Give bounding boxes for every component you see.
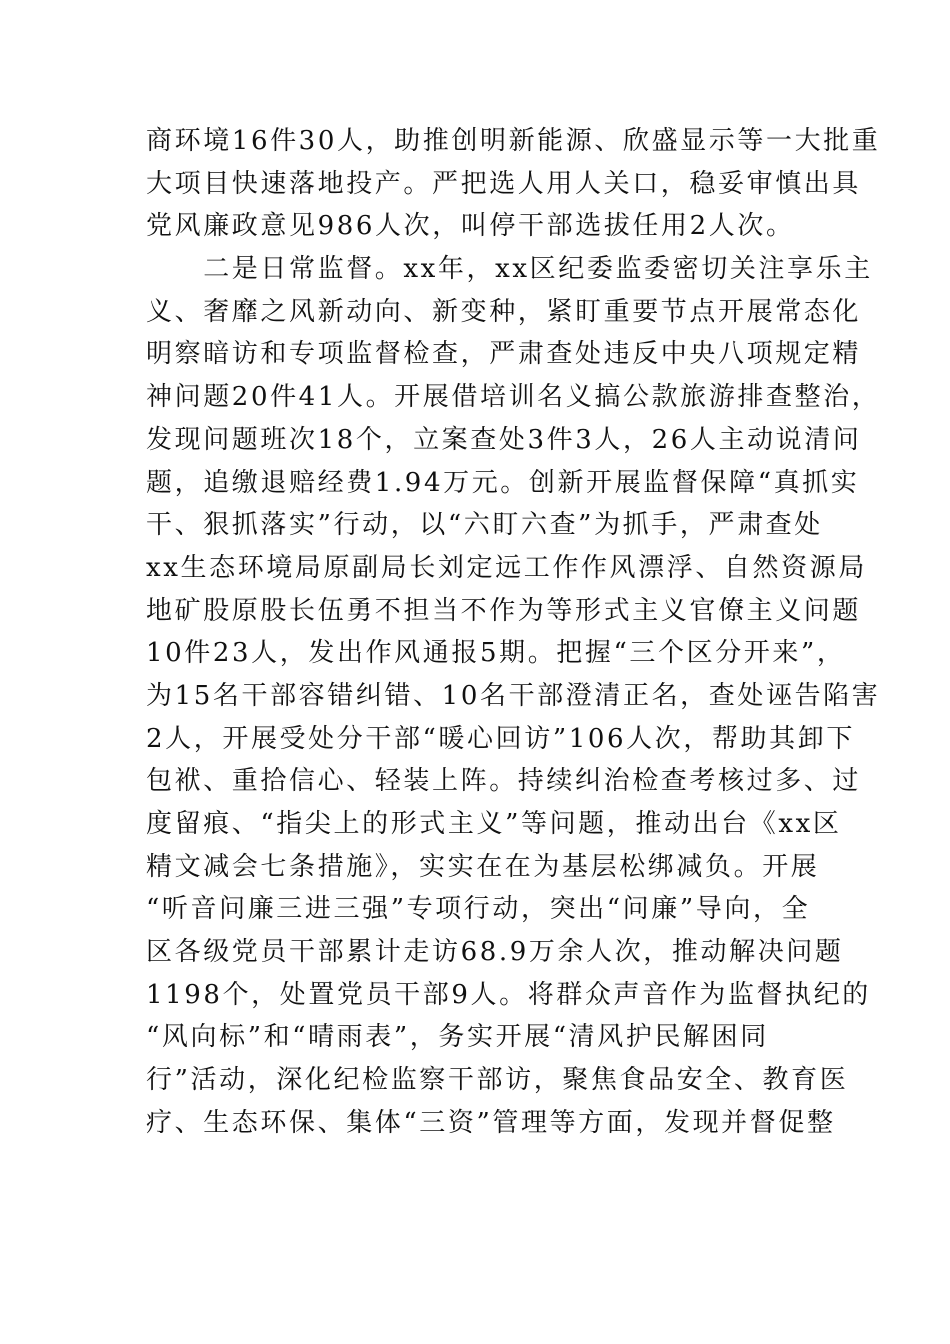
text-line: 2人，开展受处分干部“暖心回访”106人次，帮助其卸下 xyxy=(146,723,855,754)
text-line: 大项目快速落地投产。严把选人用人关口，稳妥审慎出具 xyxy=(146,168,862,199)
body-text xyxy=(146,120,881,1145)
text-line: 区各级党员干部累计走访68.9万余人次，推动解决问题 xyxy=(146,937,844,968)
text-line: 神问题20件41人。开展借培训名义搞公款旅游排查整治， xyxy=(146,382,881,413)
text-line: 精文减会七条措施》，实实在在为基层松绑减负。开展 xyxy=(146,851,820,882)
text-line: 商环境16件30人，助推创明新能源、欣盛显示等一大批重 xyxy=(146,126,881,156)
text-line: “听音问廉三进三强”专项行动，突出“问廉”导向，全 xyxy=(146,894,811,925)
text-line: 度留痕、“指尖上的形式主义”等问题，推动出台《xx区 xyxy=(146,809,842,839)
text-line: 义、奢靡之风新动向、新变种，紧盯重要节点开展常态化 xyxy=(146,296,862,327)
text-line: “风向标”和“晴雨表”，务实开展“清风护民解困同 xyxy=(146,1022,769,1053)
text-line: 题，追缴退赔经费1.94万元。创新开展监督保障“真抓实 xyxy=(146,467,860,498)
text-line: xx生态环境局原副局长刘定远工作作风漂浮、自然资源局 xyxy=(146,552,867,583)
text-line: 疗、生态环保、集体“三资”管理等方面，发现并督促整 xyxy=(146,1107,836,1138)
text-line: 行”活动，深化纪检监察干部访，聚焦食品安全、教育医 xyxy=(146,1065,849,1096)
text-line: 二是日常监督。xx年，xx区纪委监委密切关注享乐主 xyxy=(146,254,873,285)
text-line: 10件23人，发出作风通报5期。把握“三个区分开来”， xyxy=(146,638,846,669)
text-line: 1198个，处置党员干部9人。将群众声音作为监督执纪的 xyxy=(146,979,871,1010)
text-line: 发现问题班次18个，立案查处3件3人，26人主动说清问 xyxy=(146,424,862,455)
text-line: 党风廉政意见986人次，叫停干部选拔任用2人次。 xyxy=(146,211,795,242)
text-line: 干、狠抓落实”行动，以“六盯六查”为抓手，严肃查处 xyxy=(146,510,823,541)
text-line: 包袱、重拾信心、轻装上阵。持续纠治检查考核过多、过 xyxy=(146,766,862,797)
text-line: 地矿股原股长伍勇不担当不作为等形式主义官僚主义问题 xyxy=(146,595,862,626)
text-line: 为15名干部容错纠错、10名干部澄清正名，查处诬告陷害 xyxy=(146,680,881,711)
text-line: 明察暗访和专项监督检查，严肃查处违反中央八项规定精 xyxy=(146,339,862,370)
